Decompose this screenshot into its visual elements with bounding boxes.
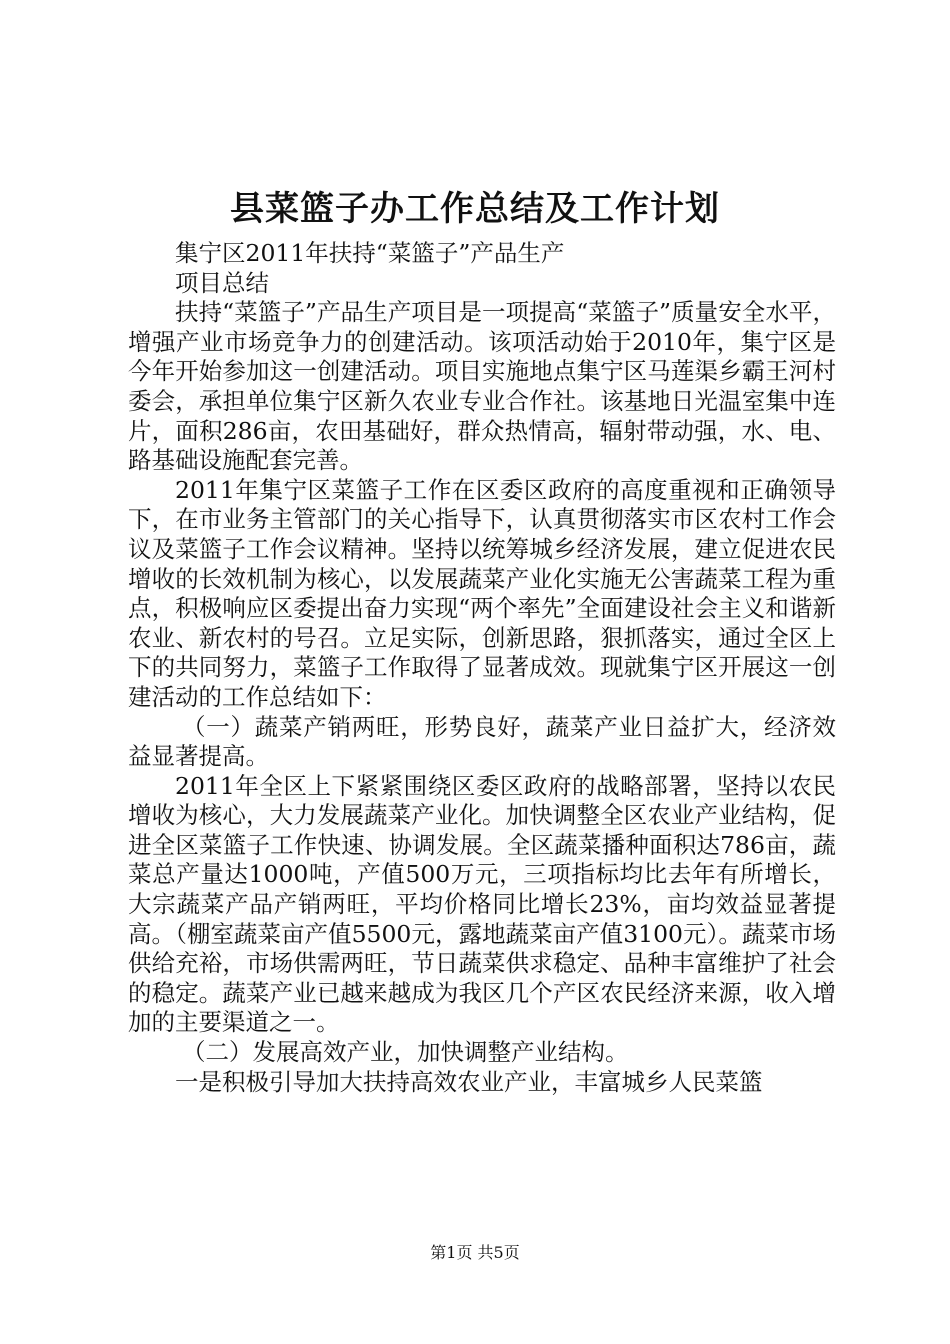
page-number: 第1页 共5页 [430, 1243, 520, 1262]
section-heading-1: （一）蔬菜产销两旺，形势良好，蔬菜产业日益扩大，经济效益显著提高。 [128, 712, 836, 771]
paragraph-intro: 扶持“菜篮子”产品生产项目是一项提高“菜篮子”质量安全水平，增强产业市场竞争力的创建活动。该项活动始于2010年，集宁区是今年开始参加这一创建活动。项目实施地点集宁区马莲渠乡霸王河村委会，承担单位集宁区新久农业专业合作社。该基地日光温室集中连片，面积286亩，农田基础好，群众热情高，辐射带动强，水、电、路基础设施配套完善。 [128, 298, 836, 475]
document-title: 县菜篮子办工作总结及工作计划 [230, 189, 720, 229]
paragraph-production: 2011年全区上下紧紧围绕区委区政府的战略部署，坚持以农民增收为核心，大力发展蔬菜产业化。加快调整全区农业产业结构，促进全区菜篮子工作快速、协调发展。全区蔬菜播种面积达786亩，蔬菜总产量达1000吨，产值500万元，三项指标均比去年有所增长，大宗蔬菜产品产销两旺，平均价格同比增长23%，亩均效益显著提高。（棚室蔬菜亩产值5500元，露地蔬菜亩产值3100元）。蔬菜市场供给充裕，市场供需两旺，节日蔬菜供求稳定、品种丰富维护了社会的稳定。蔬菜产业已越来越成为我区几个产区农民经济来源，收入增加的主要渠道之一。 [128, 771, 836, 1037]
section-heading-2: （二）发展高效产业，加快调整产业结构。 [182, 1038, 629, 1067]
paragraph-structure: 一是积极引导加大扶持高效农业产业，丰富城乡人民菜篮 [175, 1067, 763, 1096]
paragraph-overview: 2011年集宁区菜篮子工作在区委区政府的高度重视和正确领导下，在市业务主管部门的关心指导下，认真贯彻落实市区农村工作会议及菜篮子工作会议精神。坚持以统筹城乡经济发展，建立促进农民增收的长效机制为核心，以发展蔬菜产业化实施无公害蔬菜工程为重点，积极响应区委提出奋力实现“两个率先”全面建设社会主义和谐新农业、新农村的号召。立足实际，创新思路，狠抓落实，通过全区上下的共同努力，菜篮子工作取得了显著成效。现就集宁区开展这一创建活动的工作总结如下： [128, 475, 836, 711]
document-body [128, 239, 836, 1097]
subtitle-line-2: 项目总结 [175, 268, 269, 297]
subtitle-line-1: 集宁区2011年扶持“菜篮子”产品生产 [175, 239, 565, 267]
